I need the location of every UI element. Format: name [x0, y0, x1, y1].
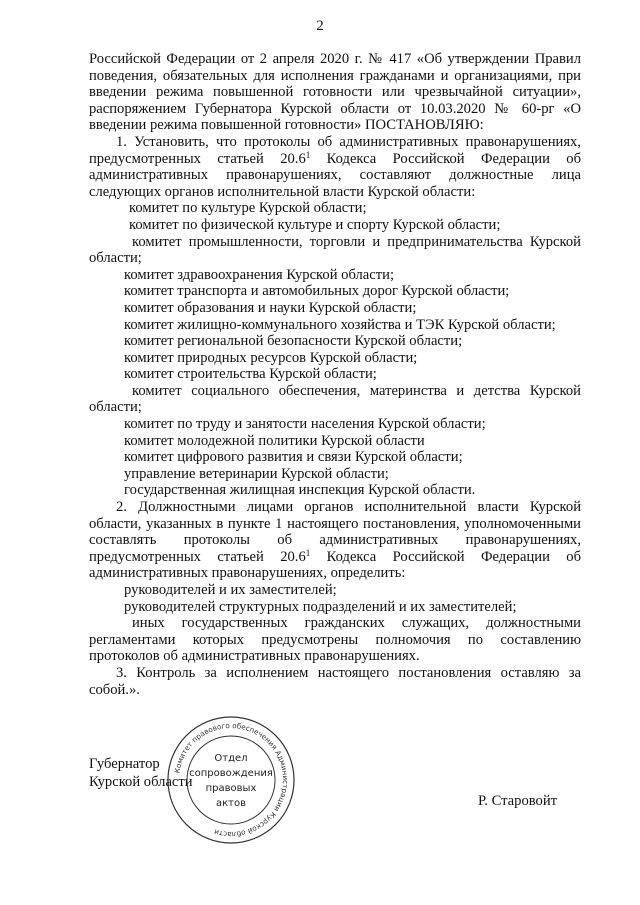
official-list-item: руководителей и их заместителей; [124, 582, 337, 598]
signatory-title-line2: Курской области [89, 774, 193, 790]
stamp-inner-ring [187, 736, 275, 824]
official-list-item: иных государственных гражданских служащих, должностными регламентами которых предусмотрены полномочия по составлению протоколов об административных правонарушениях. [89, 615, 581, 665]
organ-list-item: комитет здравоохранения Курской области; [124, 266, 395, 283]
stamp-center-line: Отдел [214, 753, 248, 764]
organ-list-item: комитет промышленности, торговли и предпринимательства Курской области; [89, 233, 581, 267]
organ-list-item: комитет социального обеспечения, материнства и детства Курской области; [89, 382, 581, 416]
organ-list-item: комитет по физической культуре и спорту Курской области; [129, 216, 501, 233]
organ-list-item: управление ветеринарии Курской области; [124, 465, 389, 482]
item-2-paragraph [89, 499, 581, 582]
item-1-superscript: 1 [305, 149, 311, 160]
item-2-superscript: 1 [305, 547, 311, 558]
organ-list-item: комитет региональной безопасности Курской области; [124, 333, 463, 350]
intro-paragraph: Российской Федерации от 2 апреля 2020 г. № 417 «Об утверждении Правил поведения, обязательных для исполнения гражданами и организациями, при введении режима повышенной готовности или чрезвычайной ситуации», распоряжением Губернатора Курской области от 10.03.2020 № 60-рг «О введении режима повышенной готовности» ПОСТАНОВЛЯЮ: [89, 51, 581, 134]
document-body [89, 51, 581, 698]
organ-list-item: комитет природных ресурсов Курской области; [124, 349, 418, 366]
item-1-paragraph [89, 134, 581, 200]
signatory-title-line1: Губернатор [89, 756, 160, 772]
item-2-text-b: Кодекса Российской Федерации об административных правонарушениях, определить: [89, 548, 581, 582]
stamp-center-line: правовых [205, 783, 257, 794]
stamp-center-line: сопровождения [189, 768, 273, 779]
official-stamp [165, 714, 297, 846]
organ-list-item: комитет образования и науки Курской области; [124, 299, 417, 316]
signatory-name: Р. Старовойт [478, 793, 558, 809]
organ-list-item: комитет молодежной политики Курской области [124, 432, 425, 449]
stamp-ring-text: Комитет правового обеспечения Администрации Курской области [172, 720, 291, 840]
stamp-center-line: актов [215, 798, 247, 809]
organ-list-item: комитет строительства Курской области; [124, 366, 377, 383]
item-1-text-b: Кодекса Российской Федерации об административных правонарушениях, составляют должностные лица следующих органов исполнительной власти Курской области: [89, 150, 581, 200]
item-3-paragraph: 3. Контроль за исполнением настоящего постановления оставляю за собой.». [89, 664, 581, 698]
official-list-item: руководителей структурных подразделений и их заместителей; [124, 598, 517, 615]
organ-list-item: комитет цифрового развития и связи Курской области; [124, 449, 463, 466]
organ-list-item: комитет по культуре Курской области; [129, 200, 367, 217]
item-1-text-a: 1. Установить, что протоколы об административных правонарушениях, предусмотренных статьей 20.6 [89, 133, 581, 167]
organ-list-item: комитет жилищно-коммунального хозяйства и ТЭК Курской области; [124, 316, 556, 333]
organ-list-item: комитет по труду и занятости населения Курской области; [124, 416, 486, 433]
page-number: 2 [316, 18, 324, 34]
organ-list-item: государственная жилищная инспекция Курской области. [124, 482, 476, 499]
item-2-text-a: 2. Должностными лицами органов исполнительной власти Курской области, указанных в пункте 1 настоящего постановления, уполномоченными составлять протоколы об административных правонарушениях, предусмотренных статьей 20.6 [89, 499, 581, 565]
organ-list-item: комитет транспорта и автомобильных дорог Курской области; [124, 283, 510, 300]
